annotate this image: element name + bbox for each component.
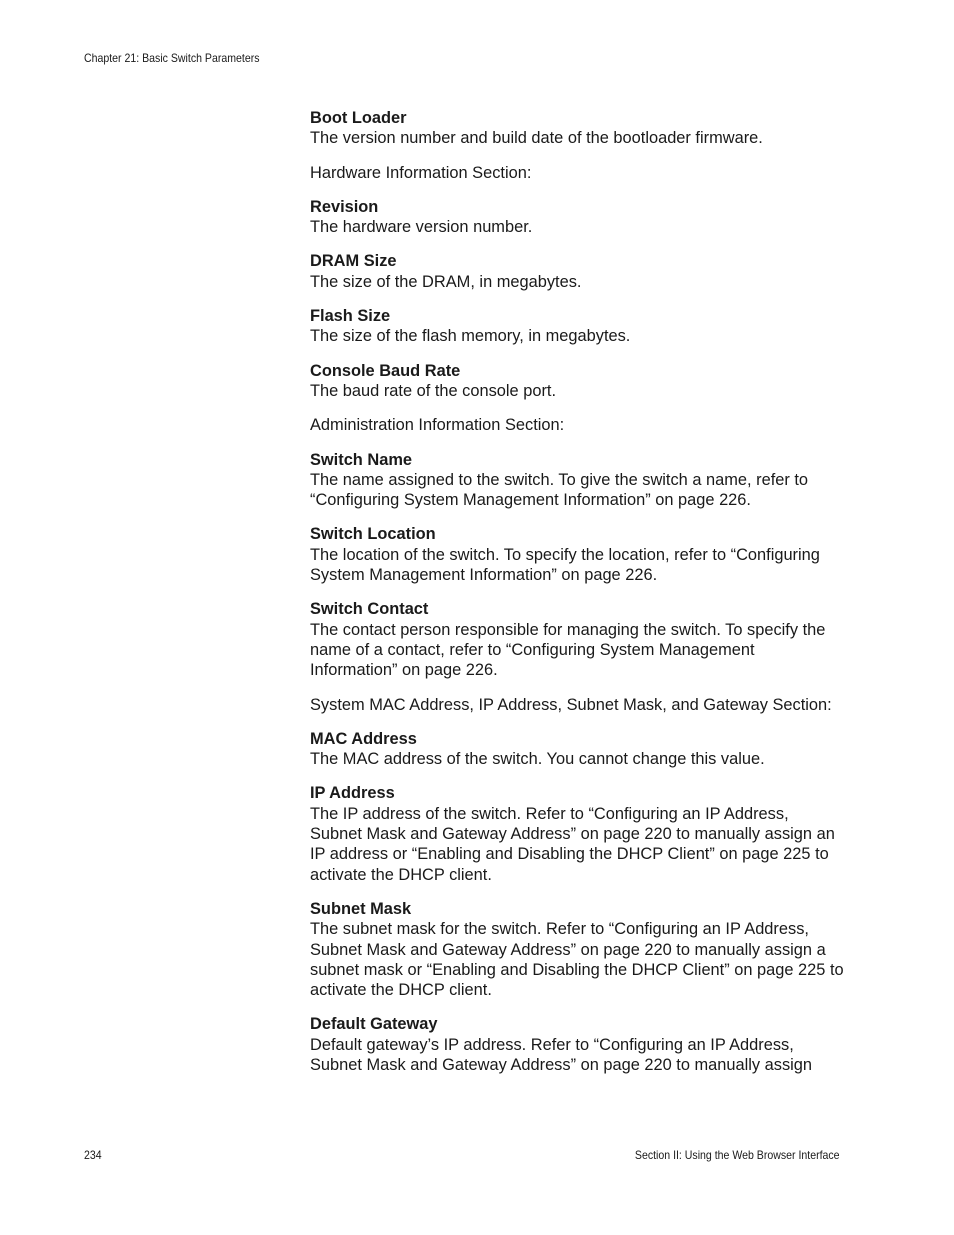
entry-description: The name assigned to the switch. To give the switch a name, refer to “Configuring System Management Information” on page 226. xyxy=(310,470,809,510)
definition-entry xyxy=(310,729,845,770)
entry-term: DRAM Size xyxy=(310,252,397,271)
definition-entry xyxy=(310,899,845,1000)
entry-term: Boot Loader xyxy=(310,109,407,127)
entry-term: Switch Name xyxy=(310,450,413,469)
entry-term: IP Address xyxy=(310,784,395,803)
entry-description: The size of the DRAM, in megabytes. xyxy=(310,272,582,291)
entry-description: The MAC address of the switch. You cannot change this value. xyxy=(310,750,765,769)
entry-term: Switch Contact xyxy=(310,600,429,619)
definition-entry xyxy=(310,450,845,511)
section-label: Hardware Information Section: xyxy=(310,163,532,182)
entry-description: The size of the flash memory, in megabytes. xyxy=(310,327,631,346)
entry-term: MAC Address xyxy=(310,729,417,748)
definition-entry xyxy=(310,251,845,292)
running-header: Chapter 21: Basic Switch Parameters xyxy=(84,51,260,65)
definition-entry xyxy=(310,306,845,347)
entry-term: Subnet Mask xyxy=(310,899,412,918)
definition-entry xyxy=(310,1014,845,1075)
entry-description: Default gateway’s IP address. Refer to “Configuring an IP Address, Subnet Mask and Gateway Address” on page 220 to manually assign xyxy=(310,1035,813,1074)
definition-entry xyxy=(310,524,845,585)
definition-entry xyxy=(310,599,845,680)
definition-entry xyxy=(310,108,845,149)
section-label: Administration Information Section: xyxy=(310,416,565,435)
entry-description: The IP address of the switch. Refer to “Configuring an IP Address, Subnet Mask and Gateway Address” on page 220 to manually assign an IP address or “Enabling and Disabling the DHCP Client” on page 225 to activate the DHCP client. xyxy=(310,804,835,884)
page-body xyxy=(310,108,845,1089)
entry-term: Flash Size xyxy=(310,307,391,326)
entry-description: The baud rate of the console port. xyxy=(310,381,557,400)
running-footer: Section II: Using the Web Browser Interface xyxy=(635,1148,840,1162)
entry-description: The subnet mask for the switch. Refer to “Configuring an IP Address, Subnet Mask and Gateway Address” on page 220 to manually assign a subnet mask or “Enabling and Disabling the DHCP Client” on page 225 to activate the DHCP client. xyxy=(310,920,844,1000)
entry-term: Console Baud Rate xyxy=(310,361,461,380)
definition-entry xyxy=(310,197,845,238)
section-label: System MAC Address, IP Address, Subnet Mask, and Gateway Section: xyxy=(310,695,832,714)
entry-term: Switch Location xyxy=(310,525,436,544)
entry-description: The version number and build date of the bootloader firmware. xyxy=(310,129,763,148)
entry-description: The location of the switch. To specify the location, refer to “Configuring System Management Information” on page 226. xyxy=(310,545,820,585)
entry-description: The hardware version number. xyxy=(310,218,533,237)
definition-entry xyxy=(310,361,845,402)
definition-entry xyxy=(310,783,845,884)
entry-term: Default Gateway xyxy=(310,1015,438,1034)
page-number: 234 xyxy=(84,1148,102,1162)
entry-term: Revision xyxy=(310,197,379,216)
entry-description: The contact person responsible for managing the switch. To specify the name of a contact, refer to “Configuring System Management Information” on page 226. xyxy=(310,620,826,680)
